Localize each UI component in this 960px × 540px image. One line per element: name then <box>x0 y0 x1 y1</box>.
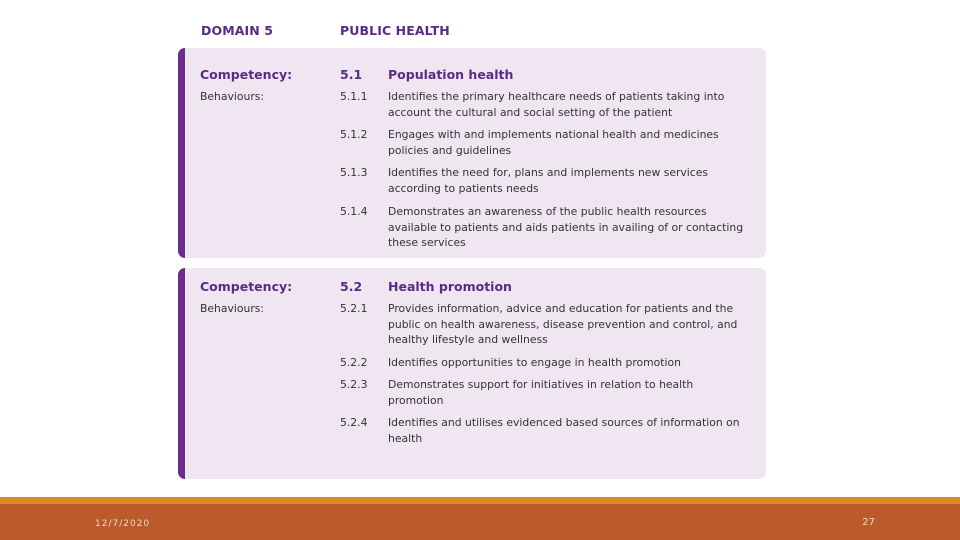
competency-label: Competency: <box>200 279 293 294</box>
behaviour-text: Identifies the primary healthcare needs of patients taking into account the cultural and social setting of the patient <box>388 90 725 119</box>
footer-accent-line <box>0 497 960 504</box>
footer-date: 12/7/2020 <box>95 519 151 529</box>
behaviour-text: Provides information, advice and education for patients and the public on health awareness, disease prevention and control, and healthy lifestyle and wellness <box>388 302 738 347</box>
behaviour-number: 5.2.1 <box>340 302 368 315</box>
competency-number: 5.1 <box>340 67 363 82</box>
behaviour-text: Engages with and implements national health and medicines policies and guidelines <box>388 128 719 157</box>
competency-title: Health promotion <box>388 279 512 294</box>
domain-label: DOMAIN 5 <box>201 23 274 38</box>
behaviour-number: 5.2.3 <box>340 378 368 391</box>
competency-panel-5-2 <box>178 268 766 479</box>
behaviour-number: 5.2.4 <box>340 416 368 429</box>
behaviours-label: Behaviours: <box>200 302 265 315</box>
domain-title: PUBLIC HEALTH <box>340 23 450 38</box>
behaviour-text: Identifies and utilises evidenced based sources of information on health <box>388 416 740 445</box>
competency-number: 5.2 <box>340 279 363 294</box>
behaviours-label: Behaviours: <box>200 90 265 103</box>
behaviour-text: Demonstrates an awareness of the public health resources available to patients and aids patients in availing of or contacting these services <box>388 205 744 250</box>
behaviour-text: Demonstrates support for initiatives in relation to health promotion <box>388 378 694 407</box>
competency-panel-5-1 <box>178 48 766 258</box>
behaviour-number: 5.1.2 <box>340 128 368 141</box>
behaviour-number: 5.1.1 <box>340 90 368 103</box>
behaviour-text: Identifies the need for, plans and implements new services according to patients needs <box>388 166 708 195</box>
slide-footer <box>0 504 960 540</box>
behaviour-number: 5.1.4 <box>340 205 368 218</box>
panel-accent-bar <box>178 268 185 479</box>
panel-accent-bar <box>178 48 185 258</box>
behaviour-text: Identifies opportunities to engage in health promotion <box>388 356 681 369</box>
behaviour-number: 5.2.2 <box>340 356 368 369</box>
behaviour-number: 5.1.3 <box>340 166 368 179</box>
page-number: 27 <box>862 517 875 528</box>
competency-label: Competency: <box>200 67 293 82</box>
competency-title: Population health <box>388 67 514 82</box>
